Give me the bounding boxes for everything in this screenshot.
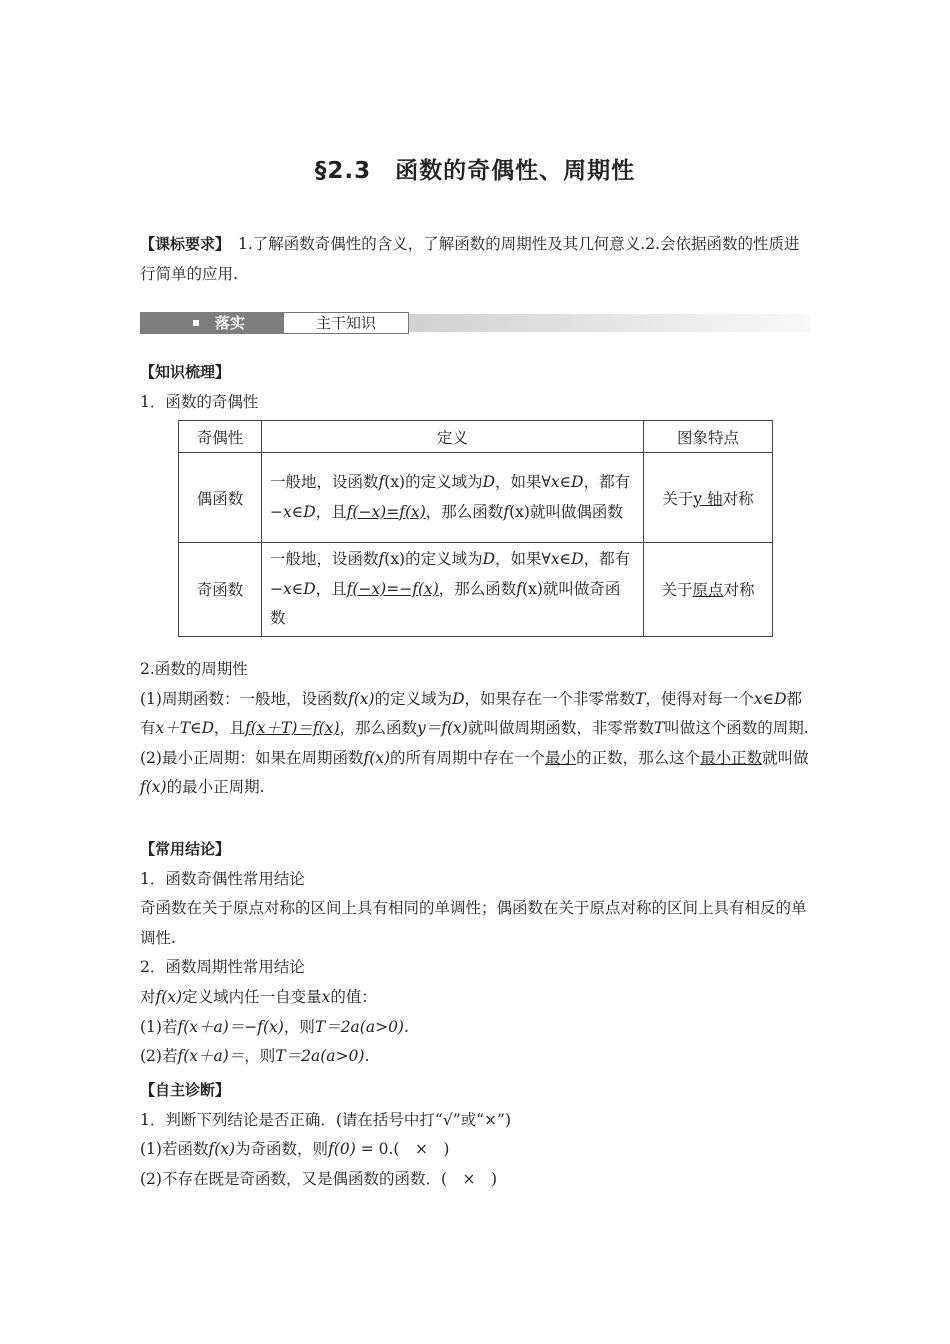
conclusions-heading: 【常用结论】 <box>140 840 231 858</box>
section-banner <box>140 312 810 334</box>
knowledge-intro <box>140 358 812 417</box>
period-paragraph-1 <box>140 685 812 744</box>
even-def-text: ，那么函数 <box>425 502 504 521</box>
text: ，则 <box>283 1017 315 1036</box>
math: f(x) <box>347 689 375 708</box>
conclusions-item-2-intro <box>140 983 812 1013</box>
text: 就叫做 <box>762 748 809 767</box>
text: 对 <box>140 987 156 1006</box>
text: ，且 <box>214 719 246 738</box>
table-header-cell: 奇偶性 <box>179 421 262 453</box>
text: 的最小正周期. <box>166 778 265 797</box>
conclusions-item-1: 1．函数奇偶性常用结论 <box>140 869 305 888</box>
text: 都有 <box>140 689 803 738</box>
math: T＝2a(a>0) <box>314 1017 404 1036</box>
odd-feature-cell <box>644 543 773 637</box>
even-def-key: f(−x)=f(x) <box>346 502 426 521</box>
even-def-text: ，都有− <box>270 472 631 521</box>
odd-def-negx-in-D: x∈D <box>283 579 316 598</box>
odd-def-x-in-D: x∈D <box>550 550 584 568</box>
conclusion-1 <box>140 1013 812 1043</box>
math: y＝f(x) <box>417 719 468 738</box>
math: x∈D <box>753 689 787 708</box>
odd-feature-key: 原点 <box>692 581 724 600</box>
period-key: 最小 <box>545 748 577 767</box>
text: 为奇函数，则 <box>235 1140 329 1159</box>
even-feature-text: 对称 <box>722 489 754 508</box>
table-header-row <box>179 421 773 453</box>
text: 的所有周期中存在一个 <box>390 748 546 767</box>
odd-def-D: D <box>482 550 496 568</box>
even-def-text: (x)的定义域为 <box>384 472 483 491</box>
math: f(x) <box>363 748 391 767</box>
odd-name-cell: 奇函数 <box>179 543 262 637</box>
odd-def-text: ，都有− <box>270 550 631 598</box>
even-def-negx-in-D: x∈D <box>283 502 316 521</box>
even-def-D: D <box>482 472 496 491</box>
even-def-f: f <box>503 502 510 521</box>
odd-def-text: 一般地，设函数 <box>270 550 379 568</box>
period-paragraph-2 <box>140 744 812 803</box>
course-requirements <box>140 229 812 289</box>
banner-light-tab: 主干知识 <box>283 312 409 334</box>
odd-feature-text: 关于 <box>661 581 693 600</box>
knowledge-item-1: 1．函数的奇偶性 <box>140 392 259 411</box>
conclusions-section <box>140 835 812 1072</box>
table-header-cell: 定义 <box>262 421 644 453</box>
table-header-cell: 图象特点 <box>644 421 773 453</box>
text: 就叫做周期函数，非零常数 <box>467 719 654 738</box>
text: (1)若函数 <box>140 1140 209 1159</box>
period-key: 最小正数 <box>700 748 763 767</box>
diagnosis-question-2: (2)不存在既是奇函数，又是偶函数的函数．( × ) <box>140 1169 498 1188</box>
odd-def-text: ，如果∀ <box>495 550 551 568</box>
math: T <box>653 719 665 738</box>
even-feature-key: y 轴 <box>693 489 723 508</box>
parity-table <box>178 420 773 637</box>
math: f(x＋a)＝ <box>177 1047 245 1066</box>
requirements-text: 1.了解函数奇偶性的含义，了解函数的周期性及其几何意义.2.会依据函数的性质进行简单的应用. <box>140 235 800 283</box>
text: (1)若 <box>140 1017 178 1036</box>
odd-def-f: f <box>378 550 385 568</box>
text: (2)最小正周期：如果在周期函数 <box>140 748 364 767</box>
math: f(x) <box>208 1140 236 1159</box>
text: ，则 <box>244 1047 276 1066</box>
diagnosis-section <box>140 1076 812 1194</box>
math: f(0) <box>328 1140 356 1159</box>
text: 的值： <box>330 987 377 1006</box>
odd-def-f: f <box>516 579 523 598</box>
math: f(x) <box>155 987 183 1006</box>
text: ，如果存在一个非零常数 <box>464 689 636 708</box>
even-def-text: ，且 <box>315 502 347 521</box>
text: . <box>404 1017 409 1036</box>
math: f(x) <box>140 778 167 797</box>
odd-def-text: ，且 <box>315 579 347 598</box>
periodicity-section <box>140 655 812 803</box>
even-def-text: (x)就叫做偶函数 <box>509 502 623 521</box>
banner-dark-label: 落实 <box>215 314 246 332</box>
odd-def-text: (x)就叫做奇函数 <box>270 579 621 628</box>
even-definition-cell <box>262 453 644 543</box>
math: x＋T∈D <box>155 719 214 738</box>
knowledge-heading: 【知识梳理】 <box>140 363 231 381</box>
period-key: f(x＋T)＝f(x) <box>245 719 340 738</box>
math: D <box>452 689 465 708</box>
math: T <box>635 689 646 708</box>
table-row-even <box>179 453 773 543</box>
text: . <box>364 1047 370 1066</box>
even-feature-cell <box>644 453 773 543</box>
text: ，使得对每一个 <box>645 689 754 708</box>
knowledge-item-2: 2.函数的周期性 <box>140 660 248 678</box>
conclusion-2 <box>140 1042 812 1072</box>
diagnosis-item-1: 1．判断下列结论是否正确．(请在括号中打“√”或“×”) <box>140 1110 512 1129</box>
text: 叫做这个函数的周期. <box>664 719 809 738</box>
table-row-odd <box>179 543 773 637</box>
conclusions-item-1-text: 奇函数在关于原点对称的区间上具有相同的单调性；偶函数在关于原点对称的区间上具有相反的单调性. <box>140 899 807 947</box>
square-bullet-icon <box>193 320 199 326</box>
math: T＝2a(a>0) <box>275 1047 365 1066</box>
text: (1)周期函数：一般地，设函数 <box>140 689 348 708</box>
conclusions-item-2: 2．函数周期性常用结论 <box>140 958 305 977</box>
diagnosis-question-1 <box>140 1135 812 1165</box>
text: 定义域内任一自变量 <box>182 987 322 1006</box>
odd-feature-text: 对称 <box>723 581 755 600</box>
text: 的正数，那么这个 <box>576 748 701 767</box>
even-name-cell: 偶函数 <box>179 453 262 543</box>
odd-def-key: f(−x)=−f(x) <box>346 579 439 598</box>
text: 的定义域为 <box>374 689 453 708</box>
odd-def-text: ，那么函数 <box>438 579 517 598</box>
banner-dark-tab <box>140 312 283 334</box>
math: x <box>321 987 331 1006</box>
text: ，那么函数 <box>339 719 418 738</box>
page-title: §2.3 函数的奇偶性、周期性 <box>314 158 636 184</box>
odd-definition-cell <box>262 543 644 637</box>
even-feature-text: 关于 <box>662 489 694 508</box>
text: = 0.( × ) <box>355 1140 450 1159</box>
even-def-f: f <box>378 472 385 491</box>
math: f(x＋a)＝−f(x) <box>177 1017 284 1036</box>
requirements-label: 【课标要求】 <box>140 235 223 253</box>
text: (2)若 <box>140 1047 178 1066</box>
even-def-x-in-D: x∈D <box>550 472 584 491</box>
even-def-text: ，如果∀ <box>495 472 551 491</box>
even-def-text: 一般地，设函数 <box>270 472 379 491</box>
odd-def-text: (x)的定义域为 <box>384 550 483 568</box>
diagnosis-heading: 【自主诊断】 <box>140 1081 231 1099</box>
